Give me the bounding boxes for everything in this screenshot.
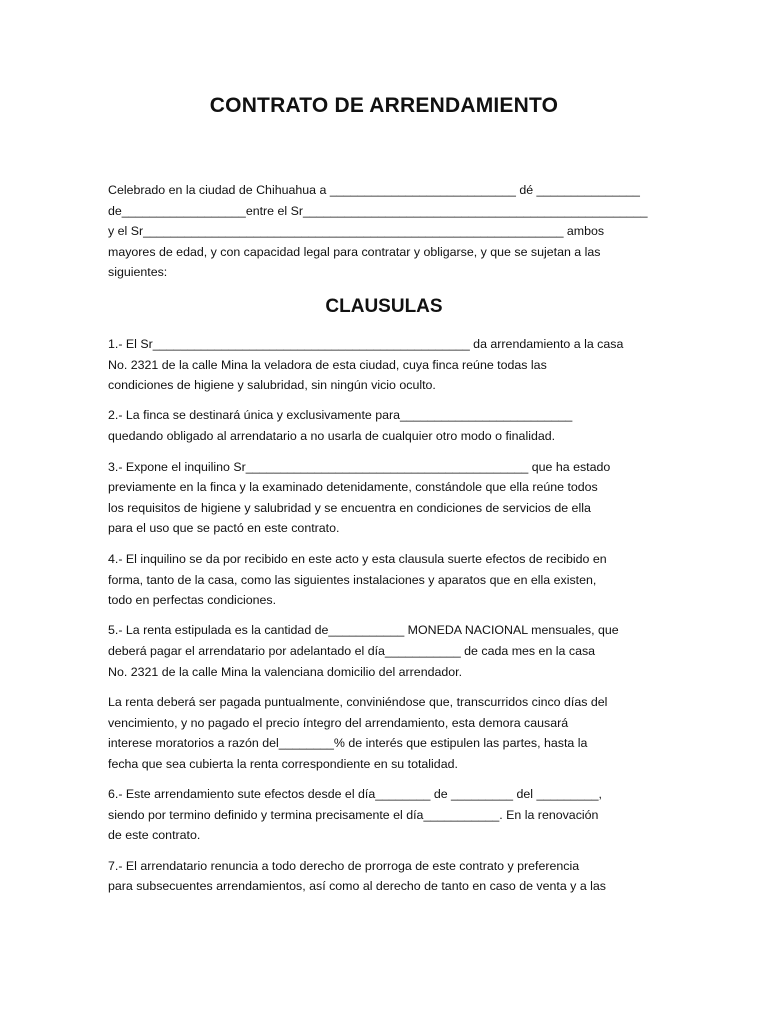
clause-1-line-1: 1.- El Sr______________________________________________ da arrendamiento a la casa	[108, 337, 624, 351]
preamble-line-2: de__________________entre el Sr__________________________________________________	[108, 204, 648, 218]
clause-3-line-1: 3.- Expone el inquilino Sr_________________________________________ que ha estado	[108, 460, 611, 474]
preamble-line-5: siguientes:	[108, 265, 168, 279]
clause-6-line-1: 6.- Este arrendamiento sute efectos desde el día________ de _________ del _________,	[108, 787, 602, 801]
clause-6-line-3: de este contrato.	[108, 828, 201, 842]
clause-3-line-4: para el uso que se pactó en este contrato.	[108, 521, 340, 535]
clause-5-line-1: 5.- La renta estipulada es la cantidad de___________ MONEDA NACIONAL mensuales, que	[108, 623, 619, 637]
clauses-heading: CLAUSULAS	[325, 296, 443, 317]
clause-5-line-2: deberá pagar el arrendatario por adelantado el día___________ de cada mes en la casa	[108, 644, 596, 658]
clause-4-line-3: todo en perfectas condiciones.	[108, 593, 277, 607]
clause-4-line-1: 4.- El inquilino se da por recibido en este acto y esta clausula suerte efectos de recibido en	[108, 552, 607, 566]
rent-paragraph-line-2: vencimiento, y no pagado el precio íntegro del arrendamiento, esta demora causará	[108, 716, 569, 730]
clause-1-line-2: No. 2321 de la calle Mina la veladora de esta ciudad, cuya finca reúne todas las	[108, 358, 547, 372]
clause-6-line-2: siendo por termino definido y termina precisamente el día___________. En la renovación	[108, 808, 599, 822]
clause-2-line-1: 2.- La finca se destinará única y exclusivamente para_________________________	[108, 408, 573, 422]
clause-7-line-2: para subsecuentes arrendamientos, así como al derecho de tanto en caso de venta y a las	[108, 879, 606, 893]
rent-paragraph-line-3: interese moratorios a razón del________% de interés que estipulen las partes, hasta la	[108, 736, 588, 750]
preamble-line-1: Celebrado en la ciudad de Chihuahua a ___________________________ dé _______________	[108, 183, 640, 197]
rent-paragraph-line-1: La renta deberá ser pagada puntualmente, conviniéndose que, transcurridos cinco días del	[108, 695, 608, 709]
clause-2-line-2: quedando obligado al arrendatario a no usarla de cualquier otro modo o finalidad.	[108, 429, 556, 443]
clause-3-line-2: previamente en la finca y la examinado detenidamente, constándole que ella reúne todos	[108, 480, 598, 494]
clause-4-line-2: forma, tanto de la casa, como las siguientes instalaciones y aparatos que en ella existen,	[108, 573, 597, 587]
rent-paragraph-line-4: fecha que sea cubierta la renta correspondiente en su totalidad.	[108, 757, 458, 771]
document-title: CONTRATO DE ARRENDAMIENTO	[209, 94, 559, 117]
clause-3-line-3: los requisitos de higiene y salubridad y se encuentra en condiciones de servicios de ella	[108, 501, 591, 515]
preamble-line-4: mayores de edad, y con capacidad legal para contratar y obligarse, y que se sujetan a las	[108, 245, 601, 259]
clause-1-line-3: condiciones de higiene y salubridad, sin ningún vicio oculto.	[108, 378, 436, 392]
preamble-line-3: y el Sr_____________________________________________________________ ambos	[108, 224, 605, 238]
clause-7-line-1: 7.- El arrendatario renuncia a todo derecho de prorroga de este contrato y preferencia	[108, 859, 580, 873]
clause-5-line-3: No. 2321 de la calle Mina la valenciana domicilio del arrendador.	[108, 665, 463, 679]
